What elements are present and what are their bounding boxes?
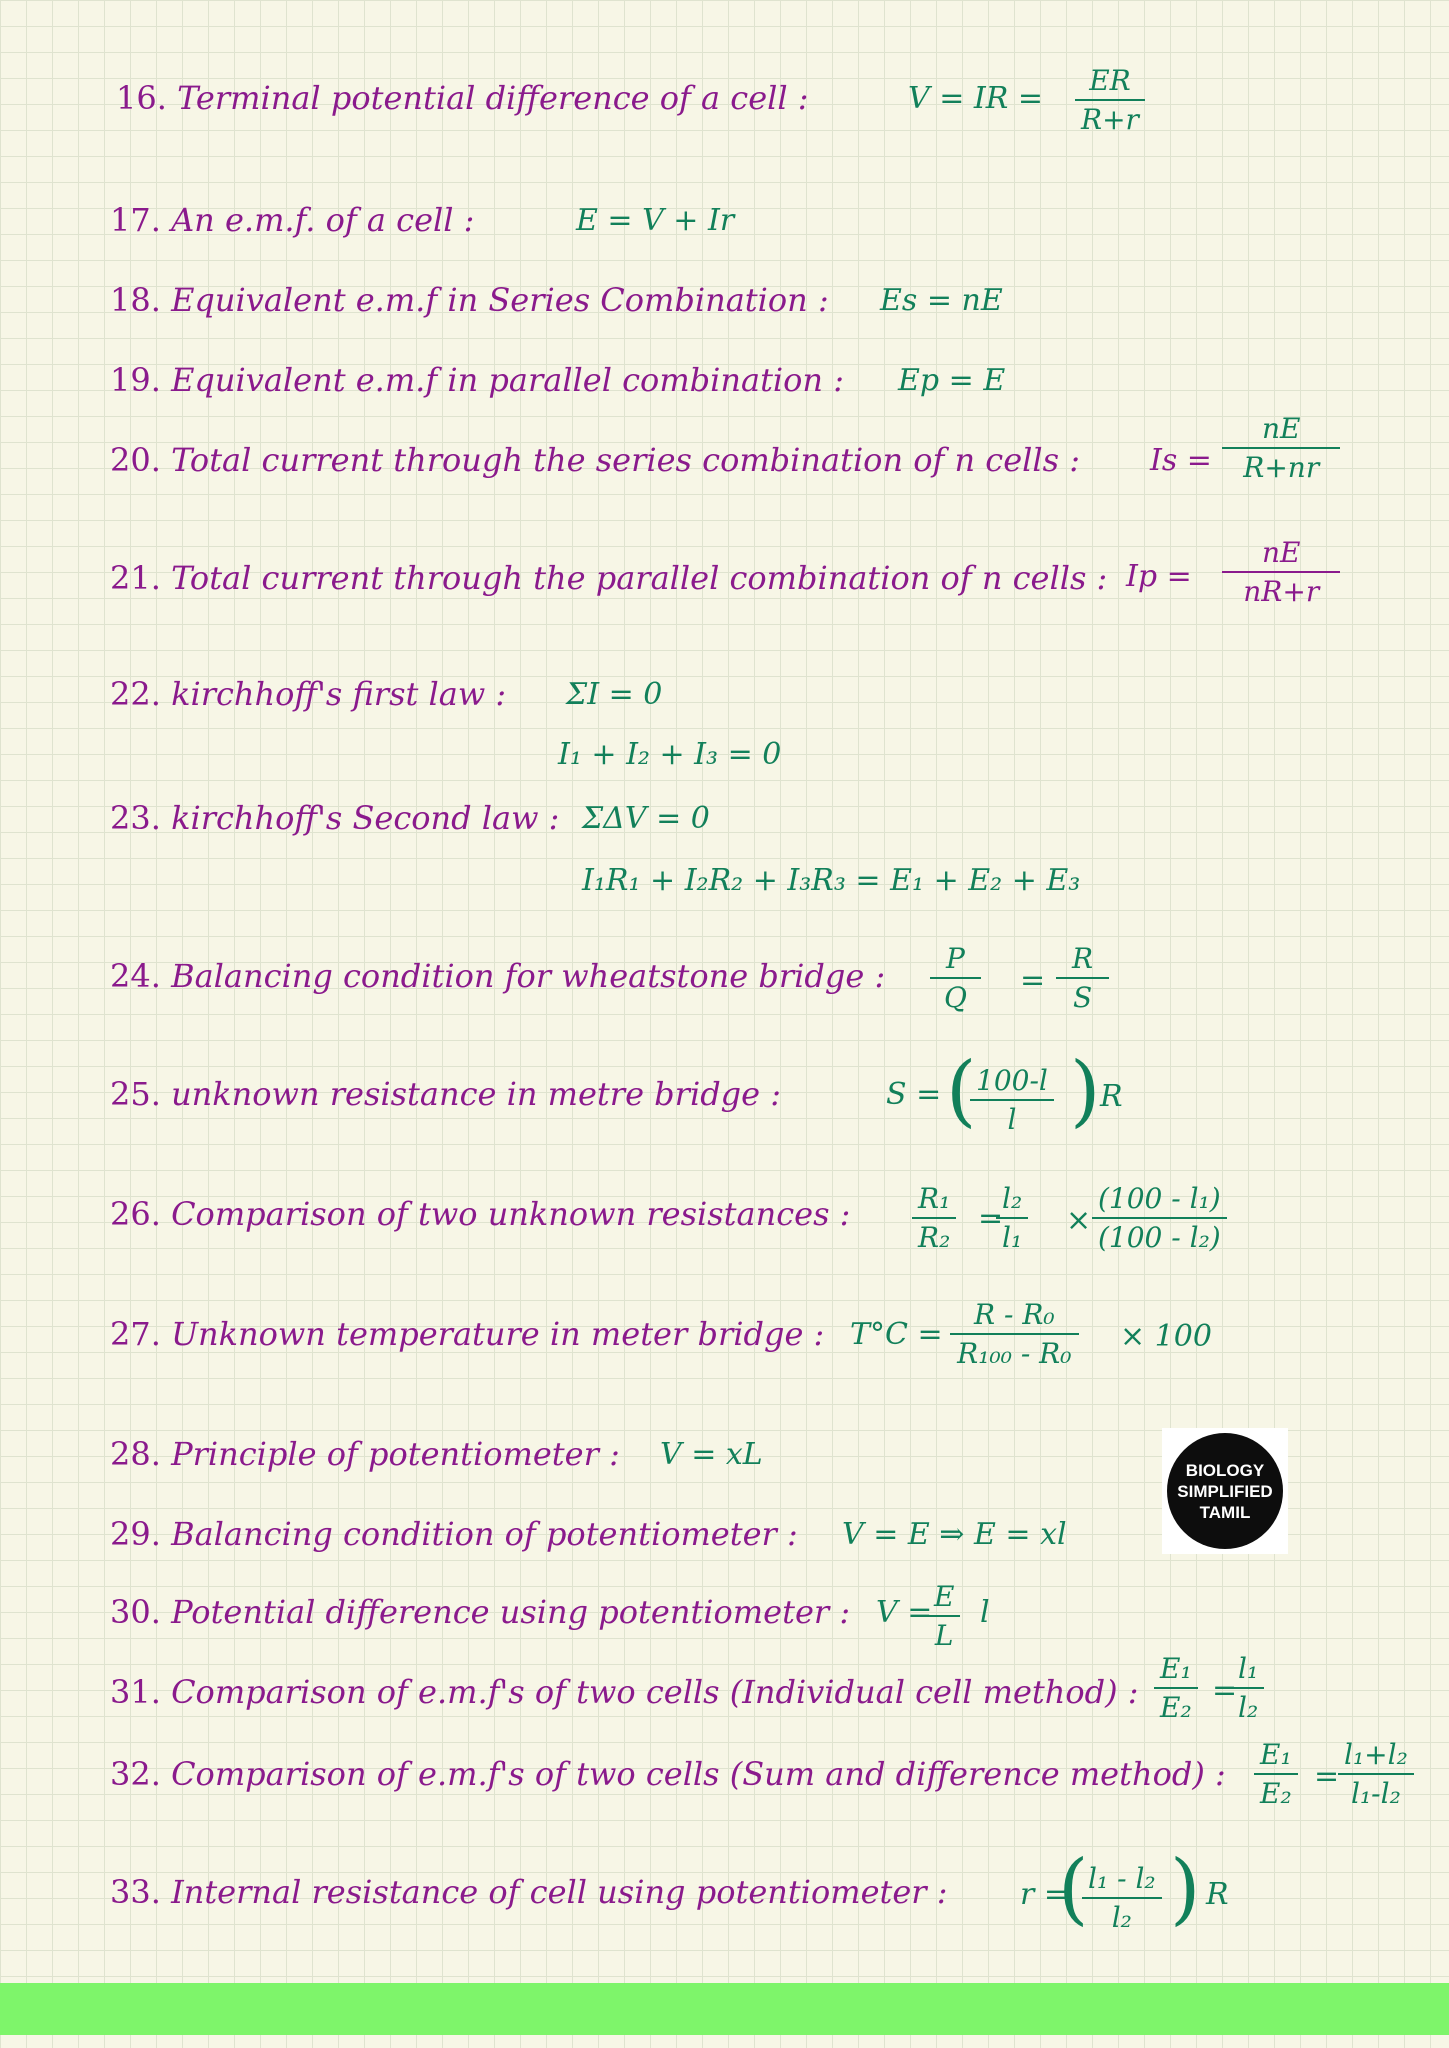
formula-expanded: I₁ + I₂ + I₃ = 0 [558, 737, 782, 772]
fraction-sum-diff [1338, 1736, 1414, 1812]
item-number: 29. [110, 1515, 161, 1553]
logo-line: TAMIL [1199, 1502, 1251, 1522]
formula-rhs: R [1100, 1079, 1123, 1114]
item-33 [110, 1873, 948, 1911]
formula-rhs: l [980, 1595, 990, 1630]
item-23 [110, 799, 560, 837]
fraction-denominator: R₂ [918, 1221, 951, 1254]
right-parenthesis: ) [1170, 1844, 1201, 1934]
fraction-numerator: nE [1222, 410, 1340, 449]
fraction-denominator: S [1072, 981, 1093, 1014]
item-24 [110, 957, 886, 995]
formula: V = E ⇒ E = xl [842, 1517, 1067, 1552]
formula-fraction [1222, 534, 1340, 610]
formula-fraction [1075, 62, 1145, 138]
left-parenthesis: ( [946, 1046, 977, 1136]
item-number: 17. [110, 201, 161, 239]
item-label: Total current through the parallel combination of n cells : [171, 559, 1108, 597]
formula: ΣΔV = 0 [582, 801, 710, 836]
item-number: 27. [110, 1315, 161, 1353]
formula: E = V + Ir [576, 203, 735, 238]
item-number: 30. [110, 1593, 161, 1631]
formula-lhs: V = [876, 1595, 933, 1630]
formula-rhs: × 100 [1120, 1319, 1212, 1354]
fraction-denominator: l₁-l₂ [1351, 1777, 1401, 1810]
item-number: 24. [110, 957, 161, 995]
item-label: Internal resistance of cell using potentiometer : [171, 1873, 948, 1911]
item-number: 26. [110, 1195, 161, 1233]
item-label: Balancing condition of potentiometer : [171, 1515, 798, 1553]
item-number: 31. [110, 1673, 161, 1711]
item-number: 25. [110, 1075, 161, 1113]
fraction-denominator: l₂ [1238, 1691, 1259, 1724]
item-16 [116, 79, 809, 117]
formula: Ep = E [898, 363, 1006, 398]
fraction-p-q [930, 940, 981, 1016]
item-label: Comparison of e.m.f's of two cells (Individual cell method) : [171, 1673, 1139, 1711]
item-20 [110, 441, 1080, 479]
fraction-numerator: (100 - l₁) [1092, 1180, 1227, 1219]
fraction-100 [1092, 1180, 1227, 1256]
item-label: Principle of potentiometer : [171, 1435, 620, 1473]
item-number: 16. [116, 79, 167, 117]
item-label: Comparison of two unknown resistances : [171, 1195, 851, 1233]
formula-fraction [950, 1296, 1079, 1372]
fraction-l1-l2 [1232, 1650, 1264, 1726]
fraction-numerator: l₁+l₂ [1338, 1736, 1414, 1775]
formula-fraction [970, 1062, 1054, 1138]
item-30 [110, 1593, 851, 1631]
item-label: An e.m.f. of a cell : [171, 201, 475, 239]
fraction-denominator: Q [943, 981, 967, 1014]
item-32 [110, 1755, 1226, 1793]
item-label: Equivalent e.m.f in parallel combination : [171, 361, 844, 399]
fraction-numerator: l₁ [1232, 1650, 1264, 1689]
fraction-denominator: R+nr [1243, 451, 1320, 484]
fraction-denominator: l₂ [1111, 1901, 1132, 1934]
formula-fraction [1222, 410, 1340, 486]
left-parenthesis: ( [1058, 1844, 1089, 1934]
item-label: unknown resistance in metre bridge : [171, 1075, 782, 1113]
item-number: 20. [110, 441, 161, 479]
fraction-denominator: E₂ [1260, 1777, 1292, 1810]
fraction-numerator: l₂ [996, 1180, 1028, 1219]
fraction-numerator: 100-l [970, 1062, 1054, 1101]
formula-rhs: R [1206, 1877, 1229, 1912]
fraction-denominator: R+r [1081, 103, 1139, 136]
item-label: Balancing condition for wheatstone bridge : [171, 957, 886, 995]
fraction-numerator: E₁ [1254, 1736, 1298, 1775]
fraction-denominator: nR+r [1243, 575, 1320, 608]
item-label: Total current through the series combination of n cells : [171, 441, 1080, 479]
formula-lhs: Ip = [1126, 559, 1192, 594]
formula-lhs: r = [1020, 1877, 1070, 1912]
fraction-numerator: E [928, 1578, 960, 1617]
equals-sign: = [978, 1201, 1004, 1236]
logo-badge [1167, 1433, 1283, 1549]
formula: V = xL [660, 1437, 763, 1472]
equals-sign: = [1212, 1673, 1238, 1708]
item-17 [110, 201, 475, 239]
brand-logo [1162, 1428, 1288, 1554]
item-label: Equivalent e.m.f in Series Combination : [171, 281, 829, 319]
fraction-r1-r2 [912, 1180, 956, 1256]
item-26 [110, 1195, 851, 1233]
fraction-l2-l1 [996, 1180, 1028, 1256]
fraction-numerator: P [930, 940, 981, 979]
fraction-denominator: l₁ [1002, 1221, 1023, 1254]
formula-fraction [1082, 1860, 1162, 1936]
item-28 [110, 1435, 620, 1473]
fraction-e1-e2 [1154, 1650, 1198, 1726]
item-number: 28. [110, 1435, 161, 1473]
item-label: Comparison of e.m.f's of two cells (Sum and difference method) : [171, 1755, 1226, 1793]
item-number: 19. [110, 361, 161, 399]
item-number: 18. [110, 281, 161, 319]
fraction-numerator: R - R₀ [950, 1296, 1079, 1335]
equals-sign: = [1314, 1759, 1340, 1794]
formula: Es = nE [880, 283, 1003, 318]
fraction-numerator: R₁ [912, 1180, 956, 1219]
formula-lhs: V = IR = [908, 81, 1043, 116]
fraction-numerator: ER [1075, 62, 1145, 101]
fraction-denominator: (100 - l₂) [1098, 1221, 1221, 1254]
fraction-numerator: R [1056, 940, 1109, 979]
fraction-e1-e2 [1254, 1736, 1298, 1812]
item-number: 22. [110, 675, 161, 713]
item-31 [110, 1673, 1139, 1711]
item-19 [110, 361, 844, 399]
item-number: 33. [110, 1873, 161, 1911]
equals-sign: = [1020, 963, 1046, 998]
item-29 [110, 1515, 798, 1553]
item-25 [110, 1075, 782, 1113]
formula-lhs: Is = [1150, 443, 1212, 478]
times-sign: × [1066, 1203, 1092, 1238]
item-number: 32. [110, 1755, 161, 1793]
formula: ΣI = 0 [566, 677, 663, 712]
item-22 [110, 675, 507, 713]
logo-line: BIOLOGY [1185, 1460, 1265, 1480]
formula-fraction [928, 1578, 960, 1654]
item-label: Terminal potential difference of a cell : [177, 79, 809, 117]
fraction-numerator: E₁ [1154, 1650, 1198, 1689]
fraction-denominator: l [1007, 1103, 1017, 1136]
item-label: kirchhoff's Second law : [171, 799, 560, 837]
fraction-denominator: R₁₀₀ - R₀ [957, 1337, 1072, 1370]
formula-expanded: I₁R₁ + I₂R₂ + I₃R₃ = E₁ + E₂ + E₃ [582, 863, 1081, 898]
item-number: 21. [110, 559, 161, 597]
item-number: 23. [110, 799, 161, 837]
item-18 [110, 281, 829, 319]
fraction-numerator: nE [1222, 534, 1340, 573]
item-27 [110, 1315, 825, 1353]
item-label: Unknown temperature in meter bridge : [171, 1315, 825, 1353]
item-21 [110, 559, 1108, 597]
formula-lhs: S = [886, 1077, 942, 1112]
fraction-r-s [1056, 940, 1109, 1016]
fraction-denominator: E₂ [1160, 1691, 1192, 1724]
item-label: Potential difference using potentiometer : [171, 1593, 851, 1631]
item-label: kirchhoff's first law : [171, 675, 507, 713]
right-parenthesis: ) [1070, 1046, 1101, 1136]
logo-line: SIMPLIFIED [1177, 1481, 1273, 1501]
formula-lhs: T°C = [850, 1317, 943, 1352]
footer-band [0, 1983, 1449, 2035]
fraction-numerator: l₁ - l₂ [1082, 1860, 1162, 1899]
fraction-denominator: L [934, 1619, 954, 1652]
